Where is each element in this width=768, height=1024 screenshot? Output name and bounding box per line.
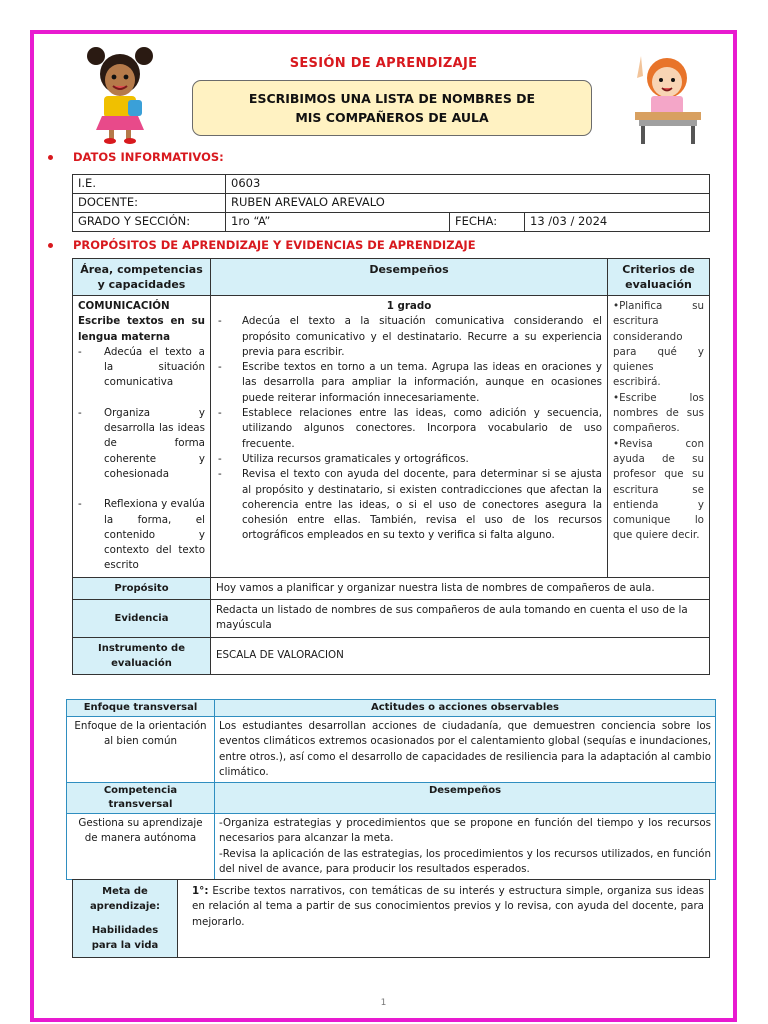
list-item: - Establece relaciones entre las ideas, como adición y secuencia, utilizando algunos conectores. Incorpora vocabulario de uso frecuente. bbox=[216, 406, 602, 452]
header-desempenos: Desempeños bbox=[211, 259, 608, 296]
enfoque-value: Enfoque de la orientación al bien común bbox=[67, 717, 215, 783]
docente-label: DOCENTE: bbox=[73, 194, 226, 213]
list-item: - Organiza y desarrolla las ideas de forma coherente y cohesionada bbox=[78, 406, 205, 482]
info-table bbox=[72, 174, 710, 232]
list-item: - Revisa el texto con ayuda del docente, para determinar si se ajusta al propósito y destinatario, si existen contradicciones que afectan la coherencia entre las ideas, o si el uso de conectores asegura la cohesión entre ellas. También, revisa el uso de los recursos ortográficos empleados en su texto y verifica si falta alguno. bbox=[216, 467, 602, 543]
session-topic-box bbox=[192, 80, 592, 136]
meta-text: Escribe textos narrativos, con temáticas de su interés y estructura simple, organiza sus ideas en relación al tema a partir de sus conocimientos previos y lo revisa, con ayuda del docente, para mejorarlo. bbox=[192, 885, 704, 928]
grado-value: 1ro “A” bbox=[226, 213, 450, 232]
header-criterios: Criterios de evaluación bbox=[608, 259, 710, 296]
bullet-icon bbox=[48, 243, 53, 248]
fecha-label: FECHA: bbox=[450, 213, 525, 232]
area-name: COMUNICACIÓN bbox=[78, 300, 170, 312]
desempenos-transversal-cell bbox=[215, 814, 716, 880]
desempeno-transversal-2: -Revisa la aplicación de las estrategias, los procedimientos y los recursos utilizados, en función del nivel de avance, para producir los resultados esperados. bbox=[219, 847, 711, 876]
fecha-value: 13 /03 / 2024 bbox=[525, 213, 710, 232]
criterio-item: •Escribe los nombres de sus compañeros. bbox=[613, 391, 704, 435]
meta-labels-cell bbox=[73, 880, 178, 958]
propositos-heading-text: PROPÓSITOS DE APRENDIZAJE Y EVIDENCIAS DE APRENDIZAJE bbox=[73, 238, 476, 252]
list-item: - Utiliza recursos gramaticales y ortográficos. bbox=[216, 452, 602, 467]
capacidades-list bbox=[78, 345, 205, 574]
competencia-transversal-value: Gestiona su aprendizaje de manera autónoma bbox=[67, 814, 215, 880]
datos-heading-text: DATOS INFORMATIVOS: bbox=[73, 150, 224, 164]
competencia-name: Escribe textos en su lengua materna bbox=[78, 315, 205, 343]
habilidades-label: Habilidades para la vida bbox=[91, 924, 159, 951]
grade-label: 1 grado bbox=[386, 300, 432, 312]
instrumento-value: ESCALA DE VALORACION bbox=[211, 637, 710, 675]
ie-label: I.E. bbox=[73, 175, 226, 194]
propositos-heading bbox=[48, 238, 476, 252]
learning-purposes-table bbox=[72, 258, 710, 675]
session-title: SESIÓN DE APRENDIZAJE bbox=[289, 56, 478, 71]
header-area: Área, competencias y capacidades bbox=[73, 259, 211, 296]
proposito-value: Hoy vamos a planificar y organizar nuestra lista de nombres de compañeros de aula. bbox=[211, 577, 710, 599]
area-competencias-cell bbox=[73, 296, 211, 578]
session-topic-line1: ESCRIBIMOS UNA LISTA DE NOMBRES DE bbox=[248, 91, 536, 106]
page-number: 1 bbox=[380, 998, 387, 1008]
list-item: - Adecúa el texto a la situación comunicativa bbox=[78, 345, 205, 391]
proposito-label: Propósito bbox=[73, 577, 211, 599]
meta-grade: 1°: bbox=[192, 885, 209, 897]
bullet-icon bbox=[48, 155, 53, 160]
datos-informativos-heading bbox=[48, 150, 224, 164]
evidencia-label: Evidencia bbox=[73, 600, 211, 638]
actitudes-value: Los estudiantes desarrollan acciones de ciudadanía, que demuestren conciencia sobre los eventos climáticos extremos ocasionados por el calentamiento global (sequías e inundaciones, entre otros.), así como el desarrollo de capacidades de resiliencia para la adaptación al cambio climático. bbox=[215, 717, 716, 783]
desempenos-list bbox=[216, 314, 602, 543]
header-actitudes: Actitudes o acciones observables bbox=[215, 700, 716, 717]
meta-label: Meta de aprendizaje: bbox=[89, 886, 161, 913]
grado-label: GRADO Y SECCIÓN: bbox=[73, 213, 226, 232]
meta-text-cell bbox=[178, 880, 710, 958]
list-item: - Adecúa el texto a la situación comunicativa considerando el propósito comunicativo y el destinatario. Recurre a su experiencia previa para escribir. bbox=[216, 314, 602, 360]
header-competencia-transversal: Competencia transversal bbox=[67, 783, 215, 814]
document-page bbox=[30, 30, 737, 1022]
desempenos-cell bbox=[211, 296, 608, 578]
session-topic-line2: MIS COMPAÑEROS DE AULA bbox=[295, 110, 489, 125]
list-item: - Reflexiona y evalúa la forma, el contenido y contexto del texto escrito bbox=[78, 497, 205, 573]
docente-value: RUBEN AREVALO AREVALO bbox=[226, 194, 710, 213]
ie-value: 0603 bbox=[226, 175, 710, 194]
meta-table bbox=[72, 879, 710, 958]
list-item: - Escribe textos en torno a un tema. Agrupa las ideas en oraciones y las desarrolla para ampliar la información, aunque en ocasiones puede reiterar información innecesariamente. bbox=[216, 360, 602, 406]
instrumento-label: Instrumento de evaluación bbox=[73, 637, 211, 675]
transversal-table bbox=[66, 699, 716, 880]
header-desempenos-transversal: Desempeños bbox=[215, 783, 716, 814]
criterio-item: •Planifica su escritura considerando para qué y quienes escribirá. bbox=[613, 300, 704, 389]
evidencia-value: Redacta un listado de nombres de sus compañeros de aula tomando en cuenta el uso de la mayúscula bbox=[211, 600, 710, 638]
criterio-item: •Revisa con ayuda de su profesor que su escritura se entienda y comunique lo que quiere decir. bbox=[613, 437, 704, 542]
header-enfoque: Enfoque transversal bbox=[67, 700, 215, 717]
desempeno-transversal-1: -Organiza estrategias y procedimientos que se propone en función del tiempo y los recursos necesarios para alcanzar la meta. bbox=[219, 817, 711, 845]
criterios-cell bbox=[608, 296, 710, 578]
